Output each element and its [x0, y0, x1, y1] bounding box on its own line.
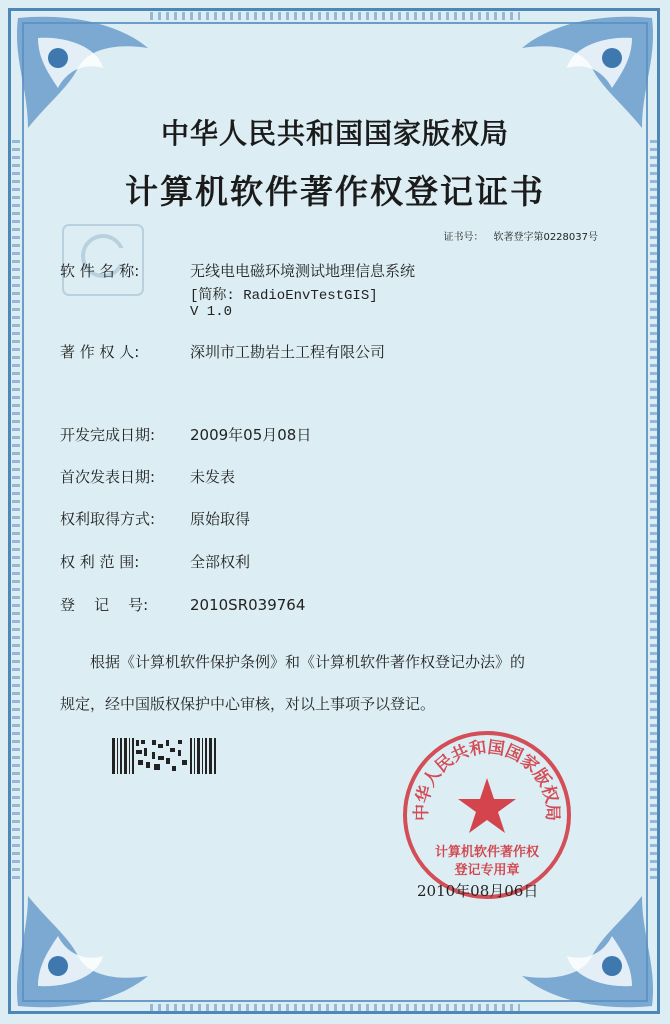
statement-line-1: 根据《计算机软件保护条例》和《计算机软件著作权登记办法》的 [90, 653, 526, 671]
owner-value: 深圳市工勘岩土工程有限公司 [190, 343, 386, 361]
field-value: 全部权利 [190, 553, 251, 571]
seal-inner-line-2: 登记专用章 [454, 863, 520, 878]
field-value: 未发表 [190, 468, 236, 486]
right-fret-border [650, 140, 658, 880]
field-label: 开发完成日期: [60, 426, 156, 444]
corner-ornament-bottom-right [512, 886, 662, 1016]
field-row [60, 508, 250, 529]
field-row [60, 594, 305, 615]
software-name-value: 无线电电磁环境测试地理信息系统 [190, 262, 416, 280]
field-row [60, 424, 311, 445]
certificate-number-value: 软著登字第0228037号 [493, 232, 598, 243]
field-label: 首次发表日期: [60, 468, 156, 486]
field-label: 登 记 号: [60, 596, 149, 614]
field-label: 权 利 范 围: [60, 553, 140, 571]
software-name-row [60, 260, 415, 281]
official-seal [400, 728, 574, 902]
field-row [60, 551, 250, 572]
issuer-title: 中华人民共和国国家版权局 [160, 117, 509, 150]
field-label: 权利取得方式: [60, 510, 156, 528]
field-row [60, 466, 235, 487]
left-fret-border [12, 140, 20, 880]
owner-label: 著 作 权 人: [60, 343, 140, 361]
owner-row [60, 341, 385, 362]
seal-inner-line-1: 计算机软件著作权 [434, 845, 540, 860]
certificate-title: 计算机软件著作权登记证书 [125, 172, 545, 211]
bottom-fret-border [150, 1004, 520, 1012]
certificate-number-label: 证书号： [443, 232, 484, 243]
barcode [112, 738, 216, 774]
field-value: 原始取得 [190, 510, 251, 528]
field-value: 2009年05月08日 [190, 426, 312, 444]
issue-date: 2010年08月06日 [417, 882, 539, 900]
top-fret-border [150, 12, 520, 20]
software-short-name: [简称: RadioEnvTestGIS] [190, 288, 378, 304]
seal-star-icon [458, 778, 516, 833]
software-version: V 1.0 [190, 304, 233, 320]
seal-ring-text: 中华人民共和国国家版权局 [411, 737, 563, 822]
statement-line-2: 规定，经中国版权保护中心审核，对以上事项予以登记。 [60, 695, 436, 713]
certificate-number [433, 228, 598, 243]
field-value: 2010SR039764 [190, 596, 306, 614]
software-name-label: 软 件 名 称: [60, 262, 140, 280]
corner-ornament-bottom-left [8, 886, 158, 1016]
